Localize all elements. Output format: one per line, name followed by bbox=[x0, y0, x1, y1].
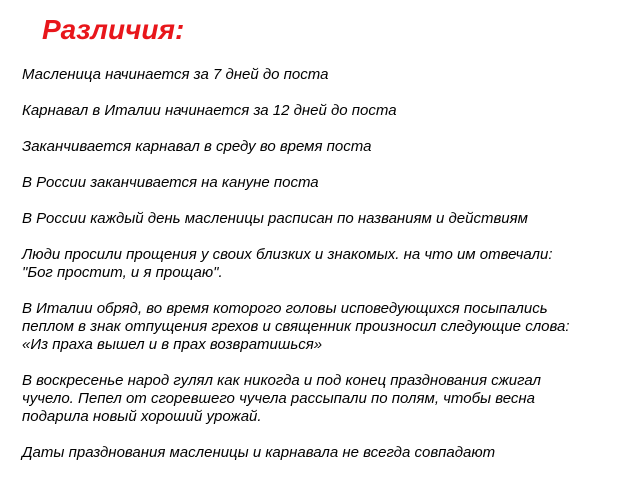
paragraph-dates bbox=[22, 444, 632, 462]
text-line: Даты празднования масленицы и карнавала не всегда совпадают bbox=[22, 444, 496, 461]
text-line: "Бог простит, и я прощаю". bbox=[22, 264, 223, 281]
slide-body bbox=[22, 66, 632, 480]
paragraph-russia-end bbox=[22, 174, 632, 192]
paragraph-italy-rite bbox=[22, 300, 632, 354]
text-line: Масленица начинается за 7 дней до поста bbox=[22, 66, 329, 83]
paragraph-forgiveness bbox=[22, 246, 632, 282]
paragraph-carnival-end bbox=[22, 138, 632, 156]
text-line: подарила новый хороший урожай. bbox=[22, 408, 262, 425]
paragraph-maslenitsa-start bbox=[22, 66, 632, 84]
paragraph-russia-days bbox=[22, 210, 632, 228]
paragraph-sunday-effigy bbox=[22, 372, 632, 426]
text-line: Люди просили прощения у своих близких и знакомых. на что им отвечали: bbox=[22, 246, 553, 263]
text-line: В Италии обряд, во время которого головы исповедующихся посыпались bbox=[22, 300, 548, 317]
slide-title: Различия: bbox=[42, 14, 185, 45]
text-line: пеплом в знак отпущения грехов и священник произносил следующие слова: bbox=[22, 318, 570, 335]
paragraph-carnival-start bbox=[22, 102, 632, 120]
text-line: В воскресенье народ гулял как никогда и под конец празднования сжигал bbox=[22, 372, 542, 389]
text-line: «Из праха вышел и в прах возвратишься» bbox=[22, 336, 323, 353]
text-line: В России заканчивается на кануне поста bbox=[22, 174, 319, 191]
text-line: Карнавал в Италии начинается за 12 дней до поста bbox=[22, 102, 397, 119]
text-line: Заканчивается карнавал в среду во время поста bbox=[22, 138, 372, 155]
text-line: В России каждый день масленицы расписан по названиям и действиям bbox=[22, 210, 528, 227]
text-line: чучело. Пепел от сгоревшего чучела рассыпали по полям, чтобы весна bbox=[22, 390, 535, 407]
